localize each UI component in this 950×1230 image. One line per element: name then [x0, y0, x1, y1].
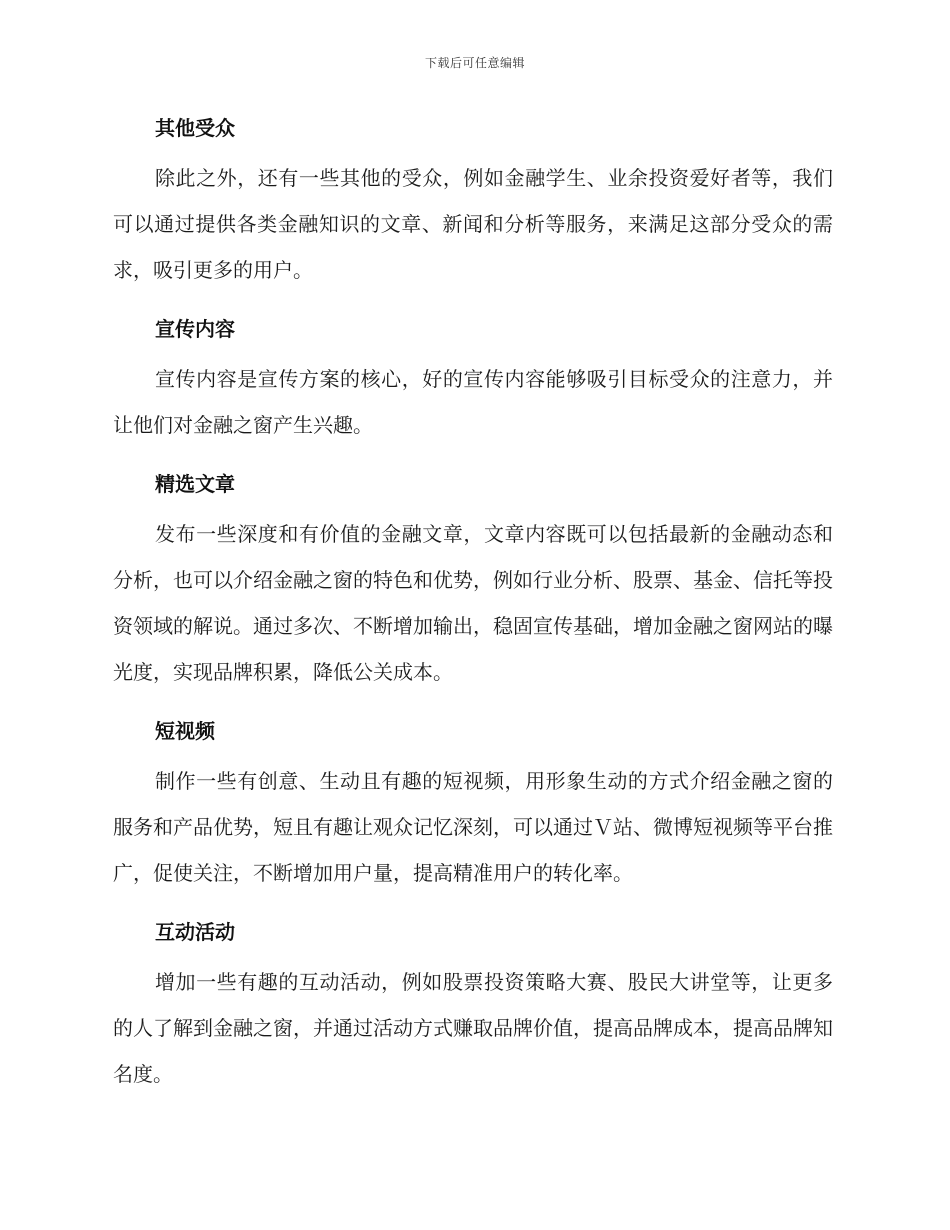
section-paragraph-short-video: 制作一些有创意、生动且有趣的短视频，用形象生动的方式介绍金融之窗的服务和产品优势，短且有趣让观众记忆深刻，可以通过Ｖ站、微博短视频等平台推广，促使关注，不断增加用户量，提高精准用户的转化率。 — [113, 769, 833, 885]
section-paragraph-promo-content: 宣传内容是宣传方案的核心，好的宣传内容能够吸引目标受众的注意力，并让他们对金融之窗产生兴趣。 — [113, 367, 833, 437]
section-heading-promo-content: 宣传内容 — [155, 317, 235, 341]
header-note: 下载后可任意编辑 — [424, 56, 525, 70]
section-heading-interactive-events: 互动活动 — [155, 920, 235, 944]
section-paragraph-other-audience: 除此之外，还有一些其他的受众，例如金融学生、业余投资爱好者等，我们可以通过提供各类金融知识的文章、新闻和分析等服务，来满足这部分受众的需求，吸引更多的用户。 — [113, 166, 833, 282]
section-heading-featured-articles: 精选文章 — [155, 472, 235, 496]
section-paragraph-featured-articles: 发布一些深度和有价值的金融文章，文章内容既可以包括最新的金融动态和分析，也可以介绍金融之窗的特色和优势，例如行业分析、股票、基金、信托等投资领域的解说。通过多次、不断增加输出，稳固宣传基础，增加金融之窗网站的曝光度，实现品牌积累，降低公关成本。 — [113, 522, 833, 684]
section-heading-other-audience: 其他受众 — [155, 116, 235, 140]
section-paragraph-interactive-events: 增加一些有趣的互动活动，例如股票投资策略大赛、股民大讲堂等，让更多的人了解到金融之窗，并通过活动方式赚取品牌价值，提高品牌成本，提高品牌知名度。 — [113, 970, 833, 1086]
section-heading-short-video: 短视频 — [155, 719, 215, 743]
document-body — [113, 112, 833, 1097]
